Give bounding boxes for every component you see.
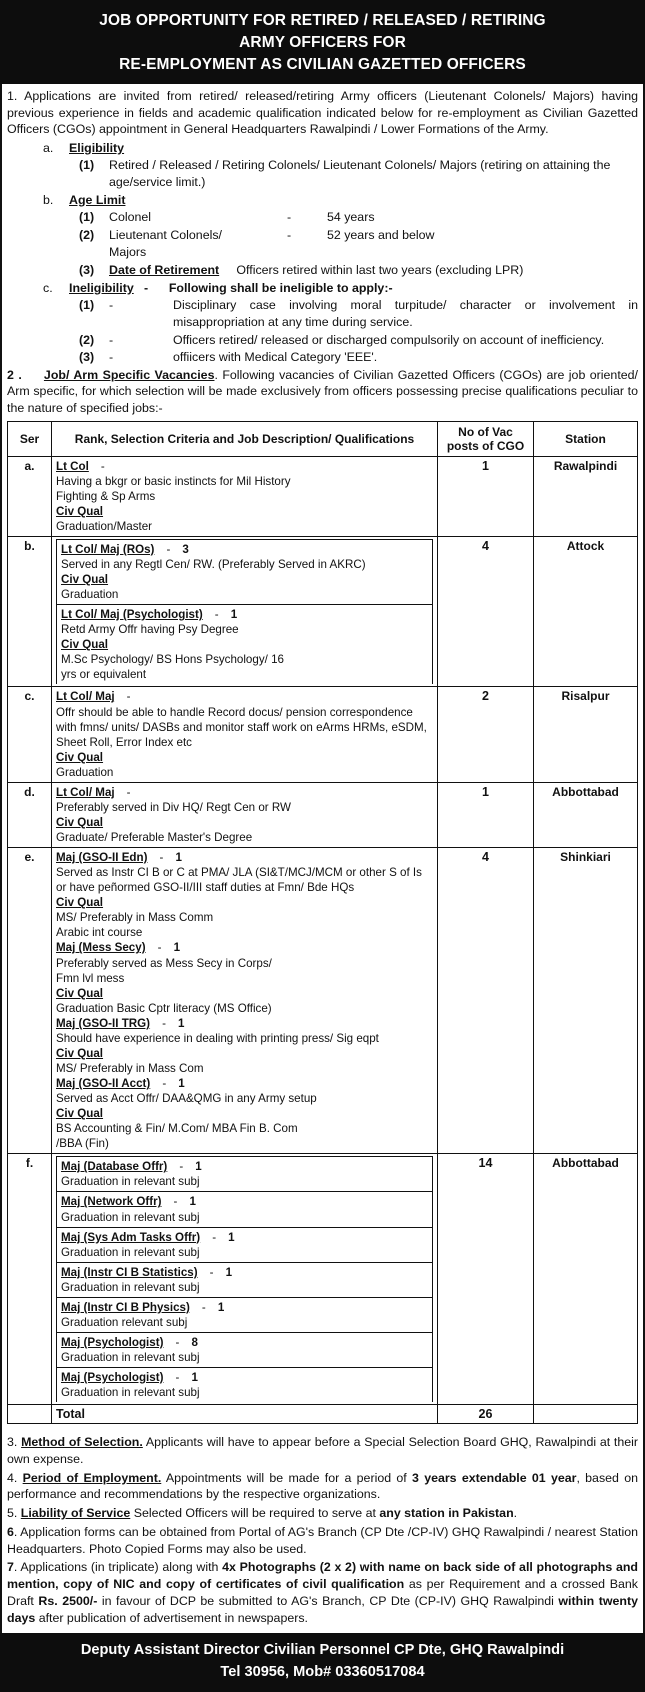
- note-7-bold-c: within twenty days: [7, 1593, 638, 1625]
- row-c-station: Risalpur: [534, 687, 638, 782]
- note-7-number: 7: [7, 1560, 14, 1575]
- row-f-ser: f.: [8, 1154, 52, 1405]
- ineligibility-item-3-dash: -: [109, 350, 114, 365]
- row-c-description: [52, 687, 438, 782]
- civ-qual-line: Graduation: [61, 588, 119, 602]
- job-block: [57, 605, 433, 685]
- column-header-description: Rank, Selection Criteria and Job Description/ Qualifications: [52, 421, 438, 456]
- row-f-subtable: [56, 1156, 433, 1402]
- job-dash: -: [212, 1230, 217, 1244]
- note-3-heading: Method of Selection.: [21, 1435, 143, 1450]
- job-title: Lt Col/ Maj (Psychologist): [61, 608, 203, 622]
- civ-qual-line: BS Accounting & Fin/ M.Com/ MBA Fin B. Com: [56, 1122, 298, 1136]
- job-title-line: [56, 689, 433, 704]
- job-dash: -: [162, 1016, 166, 1030]
- job-criteria-line: Served in any Regtl Cen/ RW. (Preferably Served in AKRC): [61, 557, 366, 571]
- row-c-vacancies: 2: [438, 687, 534, 782]
- ineligibility-item-2-text: Officers retired/ released or discharged compulsorily on account of inefficiency.: [173, 332, 605, 347]
- note-4-bold-a: 3 years extendable 01 year: [412, 1470, 577, 1485]
- age-limit-row-1-marker: (1): [79, 210, 95, 225]
- header-title-line-2: ARMY OFFICERS FOR: [239, 34, 406, 51]
- ineligibility-marker: c.: [43, 280, 53, 295]
- document-body: [0, 84, 645, 1633]
- job-title-line: [56, 459, 433, 474]
- job-count: 3: [182, 542, 189, 556]
- job-criteria-line: or have peñormed GSO-II/III staff duties at Fmn/ Bde HQs: [56, 881, 355, 895]
- table-header-row: [8, 421, 638, 456]
- eligibility-heading-row: [7, 139, 638, 157]
- ineligibility-lead: Following shall be ineligible to apply:-: [168, 280, 393, 295]
- job-qual-line: Graduation in relevant subj: [61, 1386, 200, 1400]
- job-criteria-line: Fmn lvl mess: [56, 971, 125, 985]
- job-criteria-line: Should have experience in dealing with printing press/ Sig eqpt: [56, 1031, 379, 1045]
- job-count: 1: [230, 608, 238, 622]
- age-limit-row-3-name: Majors: [109, 245, 147, 260]
- job-qual-line: Graduation in relevant subj: [61, 1280, 200, 1294]
- civ-qual-label: Civ Qual: [56, 986, 104, 1000]
- note-7-text-b: as per Requirement and a crossed Bank Draft: [7, 1577, 638, 1608]
- job-count: 1: [189, 1195, 196, 1209]
- ineligibility-item-3: [7, 348, 638, 366]
- row-a-vacancies: 1: [438, 456, 534, 536]
- job-title: Maj (Mess Secy): [56, 941, 146, 955]
- job-count: 1: [228, 1230, 235, 1244]
- job-criteria-line: Offr should be able to handle Record docus/ pension correspondence: [56, 705, 413, 719]
- age-limit-row-2-value: 52 years and below: [327, 227, 435, 242]
- job-title: Maj (Network Offr): [61, 1195, 162, 1209]
- total-vacancies: 26: [438, 1405, 534, 1424]
- eligibility-item-1-text: Retired / Released / Retiring Colonels/ Lieutenant Colonels/ Majors (retiring on attaining the age/service limit.): [109, 158, 611, 190]
- ineligibility-heading: Ineligibility: [69, 280, 134, 295]
- note-7-text-c: in favour of DCP be submitted to AG's Branch, CP Dte (CP-IV) GHQ Rawalpindi: [97, 1593, 559, 1608]
- age-limit-heading: Age Limit: [69, 192, 126, 207]
- ineligibility-item-2-dash: -: [109, 332, 114, 347]
- row-d-ser: d.: [8, 782, 52, 847]
- ineligibility-item-1: [7, 296, 638, 330]
- note-7-bold-b: Rs. 2500/-: [38, 1593, 98, 1608]
- job-title: Maj (Instr CI B Statistics): [61, 1265, 198, 1279]
- date-of-retirement-text: Officers retired within last two years (excluding LPR): [236, 263, 524, 278]
- job-block: [57, 1368, 433, 1403]
- table-row: [8, 848, 638, 1154]
- age-limit-row-1-name: Colonel: [109, 210, 152, 225]
- job-title: Lt Col/ Maj (ROs): [61, 542, 155, 556]
- age-limit-row-1-value: 54 years: [327, 210, 375, 225]
- civ-qual-label: Civ Qual: [56, 1046, 104, 1060]
- total-station: [534, 1405, 638, 1424]
- column-header-vacancies-line-2: posts of CGO: [446, 438, 525, 453]
- job-title: Lt Col/ Maj: [56, 785, 115, 799]
- note-5-bold-a: any station in Pakistan: [379, 1506, 514, 1521]
- job-count: 1: [195, 1160, 202, 1174]
- job-title: Maj (GSO-II Acct): [56, 1077, 151, 1091]
- table-notes-gap: [7, 1424, 638, 1432]
- age-limit-row-3: [7, 243, 638, 261]
- note-5-number: 5.: [7, 1506, 18, 1521]
- job-title-line: [56, 940, 433, 955]
- job-count: 1: [173, 941, 181, 955]
- job-title-line: [61, 542, 428, 557]
- vacancies-intro-heading: Job/ Arm Specific Vacancies: [43, 367, 215, 382]
- ineligibility-item-1-text: Disciplinary case involving moral turpitude/ character or involvement in misappropriation at any time during service.: [173, 298, 638, 329]
- footer-authority: Deputy Assistant Director Civilian Personnel CP Dte, GHQ Rawalpindi: [80, 1642, 565, 1659]
- row-a-description: [52, 456, 438, 536]
- note-period-of-employment: [7, 1468, 638, 1503]
- civ-qual-line: Graduation Basic Cptr literacy (MS Office): [56, 1001, 272, 1015]
- vacancies-intro-text: . Following vacancies of Civilian Gazetted Officers (CGOs) are job oriented/ Arm specific, for which selection will be made exclusively from officers possessing precise qualifications peculiar to the nature of specified jobs:-: [7, 367, 638, 415]
- job-count: 1: [175, 851, 182, 865]
- row-f-station: Abbottabad: [534, 1154, 638, 1405]
- column-header-ser: Ser: [8, 421, 52, 456]
- header-banner: [0, 4, 645, 84]
- total-ser: [8, 1405, 52, 1424]
- note-liability-of-service: [7, 1503, 638, 1522]
- note-method-of-selection: [7, 1432, 638, 1467]
- footer-contact: Tel 30956, Mob# 03360517084: [220, 1664, 425, 1681]
- job-title: Lt Col: [56, 459, 89, 473]
- civ-qual-label: Civ Qual: [56, 896, 104, 910]
- job-criteria-line: Sheet Roll, Error Index etc: [56, 735, 192, 749]
- row-f-description: [52, 1154, 438, 1405]
- age-limit-row-2-name: Lieutenant Colonels/: [109, 227, 222, 242]
- job-criteria-line: Fighting & Sp Arms: [56, 489, 156, 503]
- job-title-line: [61, 1194, 428, 1209]
- note-4-heading: Period of Employment.: [22, 1470, 162, 1485]
- job-block: [57, 1297, 433, 1332]
- row-e-vacancies: 4: [438, 848, 534, 1154]
- row-a-ser: a.: [8, 456, 52, 536]
- eligibility-marker: a.: [43, 140, 54, 155]
- job-dash: -: [159, 851, 164, 865]
- header-title-line-3: RE-EMPLOYMENT AS CIVILIAN GAZETTED OFFICERS: [119, 56, 526, 73]
- job-dash: -: [179, 1160, 184, 1174]
- civ-qual-line: /BBA (Fin): [56, 1137, 109, 1151]
- job-title-line: [56, 785, 433, 800]
- job-qual-line: Graduation in relevant subj: [61, 1175, 200, 1189]
- ineligibility-heading-row: [7, 279, 638, 297]
- job-block: [57, 1157, 433, 1192]
- table-row: [8, 782, 638, 847]
- age-limit-row-1-dash: -: [287, 210, 292, 225]
- note-6-number: 6: [7, 1524, 14, 1539]
- job-dash: -: [157, 941, 162, 955]
- intro-number: 1.: [7, 89, 18, 103]
- job-criteria-line: Preferably served in Div HQ/ Regt Cen or RW: [56, 800, 291, 814]
- civ-qual-line: Graduation/Master: [56, 519, 153, 533]
- age-limit-heading-row: [7, 191, 638, 209]
- note-5-text-b: .: [513, 1506, 518, 1521]
- civ-qual-line: Graduate/ Preferable Master's Degree: [56, 831, 253, 845]
- row-f-vacancies: 14: [438, 1154, 534, 1405]
- job-title-line: [56, 1016, 433, 1031]
- job-title: Maj (Psychologist): [61, 1335, 164, 1349]
- note-4-text-b: , based on performance and recommendations by the respective organizations.: [7, 1470, 638, 1502]
- row-b-station: Attock: [534, 536, 638, 687]
- ineligibility-item-1-dash: -: [109, 298, 114, 313]
- row-b-vacancies: 4: [438, 536, 534, 687]
- age-limit-marker: b.: [43, 192, 54, 207]
- job-dash: -: [166, 542, 171, 556]
- note-3-text: Applicants will have to appear before a Special Selection Board GHQ, Rawalpindi at their own expense.: [7, 1435, 638, 1466]
- job-count: 1: [191, 1371, 198, 1385]
- civ-qual-label: Civ Qual: [61, 638, 109, 652]
- job-criteria-line: Served as Instr CI B or C at PMA/ JLA (SI&T/MCJ/MCM or other S of Is: [56, 866, 422, 880]
- row-e-station: [534, 848, 638, 1154]
- civ-qual-line: MS/ Preferably in Mass Comm: [56, 911, 214, 925]
- row-e-station-label: Shinkiari: [560, 850, 611, 865]
- job-title-line: [61, 1159, 428, 1174]
- row-c-ser: c.: [8, 687, 52, 782]
- note-3-number: 3.: [7, 1435, 18, 1450]
- job-title-line: [61, 1265, 428, 1280]
- job-title-line: [61, 1300, 428, 1315]
- note-7-text-d: after publication of advertisement in newspapers.: [35, 1610, 308, 1625]
- row-e-ser: e.: [8, 848, 52, 1154]
- job-block: [57, 539, 433, 604]
- row-d-vacancies: 1: [438, 782, 534, 847]
- column-header-vacancies-line-1: No of Vac: [458, 424, 513, 439]
- ineligibility-item-3-marker: (3): [79, 350, 95, 365]
- job-dash: -: [100, 459, 105, 473]
- note-5-heading: Liability of Service: [20, 1506, 131, 1521]
- job-dash: -: [126, 690, 131, 704]
- job-title-line: [61, 1335, 428, 1350]
- date-of-retirement-heading: Date of Retirement: [109, 263, 220, 278]
- job-qual-line: Graduation in relevant subj: [61, 1245, 200, 1259]
- age-limit-row-2-dash: -: [287, 227, 292, 242]
- job-title-line: [61, 1230, 428, 1245]
- job-qual-line: Graduation relevant subj: [61, 1315, 188, 1329]
- job-dash: -: [201, 1300, 206, 1314]
- row-e-description: [52, 848, 438, 1154]
- job-title: Maj (Database Offr): [61, 1160, 168, 1174]
- civ-qual-line: yrs or equivalent: [61, 668, 147, 682]
- table-total-row: [8, 1405, 638, 1424]
- table-row: [8, 687, 638, 782]
- ineligibility-item-2: [7, 331, 638, 349]
- job-dash: -: [214, 608, 219, 622]
- civ-qual-label: Civ Qual: [56, 504, 104, 518]
- eligibility-item-1: [7, 156, 638, 190]
- job-count: 1: [178, 1016, 185, 1030]
- job-title: Maj (GSO-II Edn): [56, 851, 148, 865]
- job-criteria-line: Preferably served as Mess Secy in Corps/: [56, 956, 272, 970]
- ineligibility-item-2-marker: (2): [79, 332, 95, 347]
- row-d-station: Abbottabad: [534, 782, 638, 847]
- intro-paragraph: [7, 87, 638, 139]
- table-row: [8, 456, 638, 536]
- civ-qual-label: Civ Qual: [56, 750, 104, 764]
- intro-text: Applications are invited from retired/ released/retiring Army officers (Lieutenant Colonels/ Majors) having previous experience in fields and academic qualification indicated below for re-employment as Civilian Gazetted Officers (CGOs) appointment in General Headquarters Rawalpindi / Lower Formations of the Army.: [7, 89, 638, 137]
- job-block: [57, 1332, 433, 1367]
- row-b-ser: b.: [8, 536, 52, 687]
- job-criteria-line: Having a bkgr or basic instincts for Mil History: [56, 474, 291, 488]
- job-block: [57, 1192, 433, 1227]
- note-application-forms: [7, 1522, 638, 1557]
- job-count: 1: [178, 1077, 185, 1091]
- age-limit-row-1: [7, 208, 638, 226]
- job-title: Lt Col/ Maj: [56, 690, 115, 704]
- table-row: [8, 1154, 638, 1405]
- civ-qual-line: MS/ Preferably in Mass Com: [56, 1061, 204, 1075]
- civ-qual-line: M.Sc Psychology/ BS Hons Psychology/ 16: [61, 653, 284, 667]
- job-criteria-line: Served as Acct Offr/ DAA&QMG in any Army setup: [56, 1092, 317, 1106]
- row-a-station: Rawalpindi: [534, 456, 638, 536]
- job-title: Maj (GSO-II TRG): [56, 1016, 151, 1030]
- eligibility-heading: Eligibility: [69, 140, 125, 155]
- date-of-retirement-marker: (3): [79, 263, 95, 278]
- footer-banner: [0, 1633, 645, 1692]
- job-criteria-line: with fmns/ units/ DASBs and monitor staff work on eArms HRMs, eSDM,: [56, 720, 427, 734]
- row-b-description: [52, 536, 438, 687]
- civ-qual-line: Arabic int course: [56, 926, 143, 940]
- civ-qual-line: Graduation: [56, 765, 114, 779]
- job-title-line: [61, 1370, 428, 1385]
- note-4-number: 4.: [7, 1470, 18, 1485]
- age-limit-row-2-marker: (2): [79, 227, 95, 242]
- header-title-line-1: JOB OPPORTUNITY FOR RETIRED / RELEASED / RETIRING: [99, 12, 546, 29]
- column-header-station: Station: [534, 421, 638, 456]
- job-block: [57, 1227, 433, 1262]
- job-dash: -: [209, 1265, 214, 1279]
- job-dash: -: [175, 1371, 180, 1385]
- date-of-retirement-row: [7, 261, 638, 279]
- civ-qual-label: Civ Qual: [56, 1107, 104, 1121]
- civ-qual-label: Civ Qual: [61, 573, 109, 587]
- job-title: Maj (Sys Adm Tasks Offr): [61, 1230, 201, 1244]
- job-dash: -: [175, 1335, 180, 1349]
- job-title-line: [56, 1076, 433, 1091]
- age-limit-row-3-marker: [7, 244, 109, 261]
- job-dash: -: [173, 1195, 178, 1209]
- total-label: Total: [52, 1405, 438, 1424]
- vacancies-intro-number: 2 .: [7, 367, 22, 382]
- note-7-bold-a: 4x Photographs (2 x 2) with name on back side of all photographs and mention, copy of NIC and copy of certificates of civil qualification: [7, 1560, 638, 1592]
- bottom-gap: [7, 1626, 638, 1631]
- eligibility-item-1-marker: (1): [79, 158, 95, 173]
- job-qual-line: Graduation in relevant subj: [61, 1210, 200, 1224]
- note-applications: [7, 1557, 638, 1626]
- ineligibility-dash: -: [144, 280, 149, 295]
- age-limit-row-2: [7, 226, 638, 244]
- note-6-text: . Application forms can be obtained from Portal of AG's Branch (CP Dte /CP-IV) GHQ Rawalpindi / nearest Station Headquarters. Photo Copied Forms may also be used.: [7, 1524, 638, 1556]
- job-block: [57, 1262, 433, 1297]
- job-title-line: [61, 607, 428, 622]
- job-dash: -: [162, 1077, 167, 1091]
- note-5-text-a: Selected Officers will be required to serve at: [130, 1506, 380, 1521]
- row-b-subtable: [56, 539, 433, 685]
- job-count: 1: [225, 1265, 233, 1279]
- job-count: 1: [217, 1300, 225, 1314]
- table-row: [8, 536, 638, 687]
- job-qual-line: Graduation in relevant subj: [61, 1351, 200, 1365]
- note-4-text-a: Appointments will be made for a period of: [161, 1470, 413, 1485]
- note-7-text-a: . Applications (in triplicate) along with: [13, 1560, 223, 1575]
- ineligibility-item-3-text: offiicers with Medical Category 'EEE'.: [173, 350, 378, 365]
- ineligibility-item-1-marker: (1): [79, 298, 95, 313]
- column-header-vacancies: [438, 421, 534, 456]
- civ-qual-label: Civ Qual: [56, 815, 104, 829]
- row-d-description: [52, 782, 438, 847]
- vacancies-intro-paragraph: [7, 366, 638, 418]
- job-criteria-line: Retd Army Offr having Psy Degree: [61, 623, 239, 637]
- vacancies-table: [7, 421, 638, 1425]
- job-title-line: [56, 850, 433, 865]
- job-title: Maj (Instr CI B Physics): [61, 1300, 190, 1314]
- job-dash: -: [126, 785, 131, 799]
- job-title: Maj (Psychologist): [61, 1371, 164, 1385]
- job-count: 8: [191, 1335, 198, 1349]
